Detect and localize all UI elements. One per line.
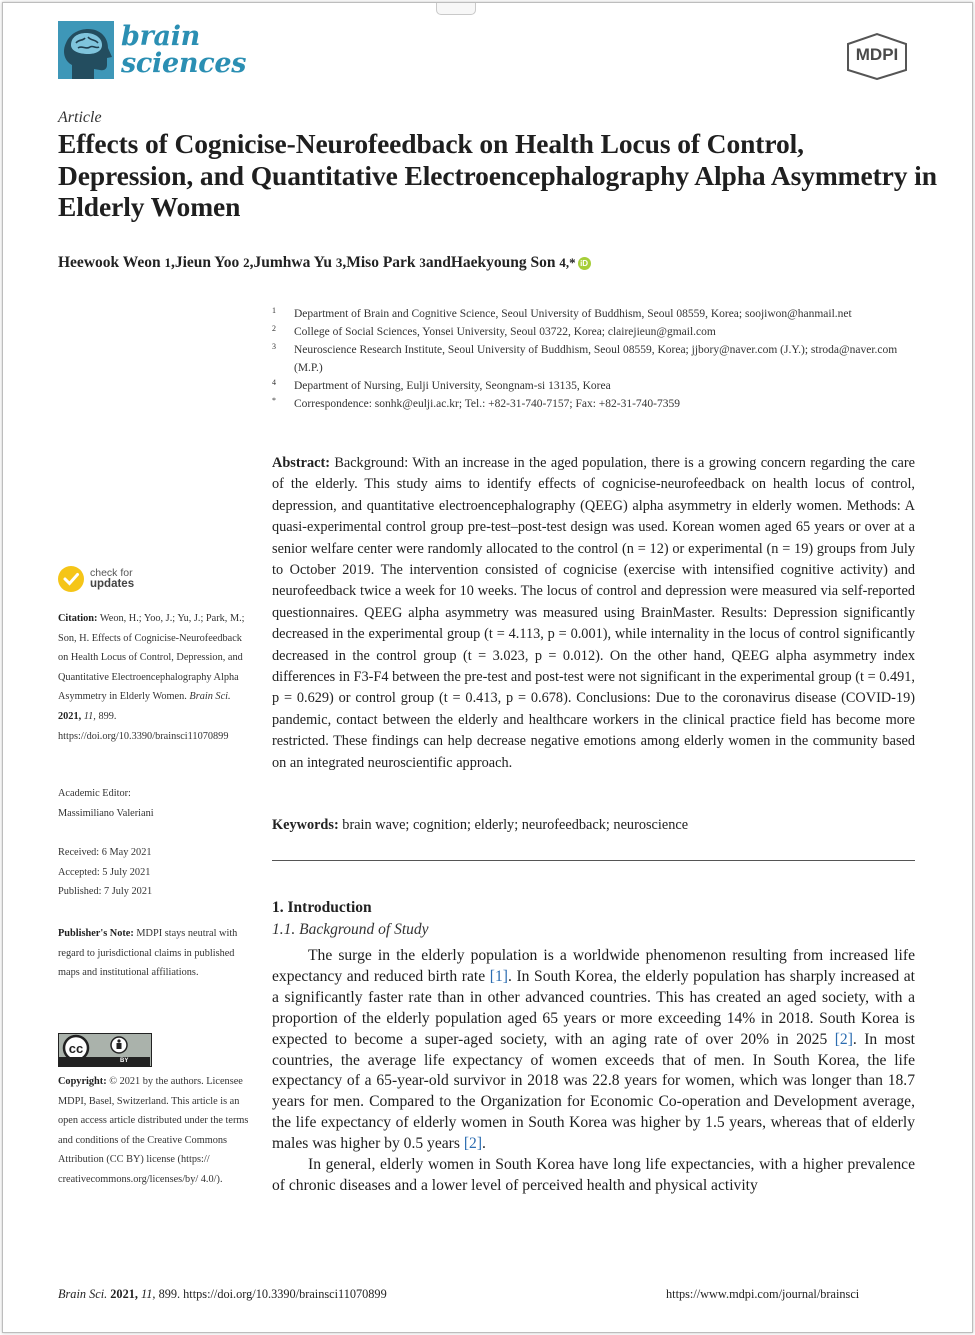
author-separator: , xyxy=(249,254,254,271)
copyright-text: © 2021 by the authors. Licensee MDPI, Basel, Switzerland. This article is an open access article distributed under the terms and conditions of the Creative Commons Attribution (CC BY) license (https:// creativecommons.org/licenses/by/ 4.0/). xyxy=(58,1076,249,1185)
paragraph-text: The surge in the elderly population is a worldwide phenomenon resulting from increased life expectancy and reduced birth rate xyxy=(272,947,915,985)
author-affil-sup: 2 xyxy=(243,255,250,270)
citation-block xyxy=(58,609,253,746)
affiliation-number: 3 xyxy=(272,342,276,351)
affiliation-item xyxy=(272,305,922,323)
affiliation-text: Department of Brain and Cognitive Science, Seoul University of Buddhism, Seoul 08559, Korea; soojiwon@hanmail.net xyxy=(294,308,852,320)
keywords-text: brain wave; cognition; elderly; neurofeedback; neuroscience xyxy=(342,817,689,833)
citation-link[interactable]: [2] xyxy=(834,1030,853,1048)
journal-name xyxy=(121,23,246,77)
window-notch xyxy=(436,3,476,15)
correspondence-text: Correspondence: sonhk@eulji.ac.kr; Tel.: +82-31-740-7157; Fax: +82-31-740-7359 xyxy=(294,398,681,410)
abstract-label: Abstract: xyxy=(272,455,330,471)
cc-badge-strip xyxy=(59,1057,150,1066)
author-separator: , xyxy=(170,254,175,271)
orcid-icon[interactable]: iD xyxy=(578,257,591,270)
author-affil-sup: 1 xyxy=(164,255,171,270)
keywords xyxy=(272,815,915,836)
affiliation-text: Neuroscience Research Institute, Seoul University of Buddhism, Seoul 08559, Korea; jjbory@naver.com (J.Y.); stroda@naver.com (M.P.) xyxy=(294,344,898,374)
academic-editor-name: Massimiliano Valeriani xyxy=(58,807,154,819)
citation-volume: 11, xyxy=(83,710,96,722)
cc-by-license-badge[interactable] xyxy=(58,1033,152,1067)
paragraph: In general, elderly women in South Korea have long life expectancies, with a higher prevalence of chronic diseases and a lower level of perceived health and physical activity xyxy=(272,1156,915,1194)
cc-by-text: BY xyxy=(120,1058,129,1064)
author-name: Miso Park xyxy=(346,254,416,271)
author-name: Haekyoung Son xyxy=(450,254,556,271)
accepted-date: Accepted: 5 July 2021 xyxy=(58,866,151,878)
dates-block xyxy=(58,843,253,902)
subsection-heading: 1.1. Background of Study xyxy=(272,921,429,938)
footer-doi[interactable]: 899. https://doi.org/10.3390/brainsci11070899 xyxy=(158,1287,387,1301)
academic-editor-block xyxy=(58,784,253,823)
check-for-updates-label xyxy=(90,568,134,590)
copyright-label: Copyright: xyxy=(58,1076,107,1087)
academic-editor-label: Academic Editor: xyxy=(58,788,131,799)
abstract-text: Background: With an increase in the aged population, there is a growing concern regarding the care of the elderly. This study aims to identify effects of cognicise-neurofeedback on health locus of control, depression, and quantitative electroencephalography (QEEG) alpha asymmetry in elderly women. Methods: A quasi-experimental control group pre-test–post-test design was used. Korean women aged 65 years or over at a senior welfare center were randomly allocated to the control (n = 12) or experimental (n = 19) groups from July to October 2019. The intervention consisted of cognicise (exercise with intensified cognitive activity) and neurofeedback twice a week for 10 weeks. The locus of control and depression were measured via self-reported questionnaires. QEEG alpha asymmetry was measured using BrainMaster. Results: Depression significantly decreased in the experimental group (t = 4.113, p = 0.001), while internality in the locus of control significantly decreased in the control group (t = 3.023, p = 0.012). On the other hand, QEEG alpha asymmetry index differences in F3-F4 between the pre-test and post-test were not significant in the experimental group (t = 0.491, p = 0.629) or control group (t = 0.413, p = 0.678). Conclusions: Due to the coronavirus disease (COVID-19) pandemic, contact between the elderly and healthcare workers in the clinical practice field has become more restricted. These findings can help decrease negative emotions among elderly women in the community based on an integrated neuroscientific approach. xyxy=(272,455,915,771)
affiliation-text: Department of Nursing, Eulji University, Seongnam-si 13135, Korea xyxy=(294,380,611,392)
body-text xyxy=(272,946,915,1197)
copyright-block xyxy=(58,1072,253,1190)
footer-journal-url[interactable]: https://www.mdpi.com/journal/brainsci xyxy=(666,1287,860,1301)
citation-journal: Brain Sci. xyxy=(189,691,231,703)
check-line2: updates xyxy=(90,578,135,590)
brain-head-icon xyxy=(58,21,114,79)
paragraph xyxy=(272,946,915,1155)
footer-citation xyxy=(58,1287,387,1302)
affiliation-number: * xyxy=(272,396,276,405)
citation-text: Weon, H.; Yoo, J.; Yu, J.; Park, M.; Son, H. Effects of Cognicise-Neurofeedback on Health Locus of Control, Depression, and Quantitative Electroencephalography Alpha Asymmetry in Elderly Women. xyxy=(58,613,245,703)
affiliation-number: 2 xyxy=(272,324,276,333)
publisher-note-label: Publisher's Note: xyxy=(58,928,134,939)
affiliation-item xyxy=(272,341,922,377)
citation-label: Citation: xyxy=(58,613,98,624)
footer-year: 2021, xyxy=(110,1287,138,1301)
affiliation-number: 4 xyxy=(272,378,276,387)
paragraph-text: . In most countries, the average life expectancy of women exceeds that of men. In South Korea, the life expectancy of a 65-year-old survivor in 2018 was 22.8 years for women, which was longer than 18.7 years for men. Compared to the Organization for Economic Co-operation and Development average, the life expectancy of elderly women in South Korea was higher by 1.5 years, whereas that of elderly males was higher by 0.5 years xyxy=(272,1030,915,1153)
check-line1: check for xyxy=(90,567,133,579)
article-title: Effects of Cognicise-Neurofeedback on Health Locus of Control, Depression, and Quantitative Electroencephalography Alpha Asymmetry in Elderly Women xyxy=(58,128,937,222)
correspondence-item xyxy=(272,395,922,413)
footer-journal: Brain Sci. xyxy=(58,1287,108,1301)
received-date: Received: 6 May 2021 xyxy=(58,847,152,858)
publisher-note-text: MDPI stays neutral with regard to jurisdictional claims in published maps and institutional affiliations. xyxy=(58,928,238,979)
affiliation-list xyxy=(272,305,922,413)
author-affil-sup: 4,* xyxy=(559,255,576,270)
abstract xyxy=(272,453,915,774)
author-affil-sup: 3 xyxy=(419,255,426,270)
author-name: Jumhwa Yu xyxy=(253,254,333,271)
affiliation-number: 1 xyxy=(272,306,276,315)
author-affil-sup: 3 xyxy=(335,255,343,270)
citation-link[interactable]: [2] xyxy=(463,1135,483,1153)
check-for-updates-button[interactable] xyxy=(58,566,134,592)
journal-name-line2: sciences xyxy=(121,48,247,79)
publisher-note xyxy=(58,924,253,983)
check-mark-icon xyxy=(58,566,84,592)
citation-year: 2021, xyxy=(58,710,82,722)
svg-text:cc: cc xyxy=(68,1041,84,1056)
section-heading: 1. Introduction xyxy=(272,899,372,916)
footer-volume: 11, xyxy=(141,1287,156,1301)
author-name: Jieun Yoo xyxy=(174,254,240,271)
article-type: Article xyxy=(58,109,102,126)
author-and: and xyxy=(425,254,451,271)
section-divider xyxy=(272,860,915,861)
author-separator: , xyxy=(342,254,347,271)
affiliation-text: College of Social Sciences, Yonsei University, Seoul 03722, Korea; clairejieun@gmail.com xyxy=(294,326,716,338)
mdpi-logo[interactable] xyxy=(838,32,916,80)
citation-link[interactable]: [1] xyxy=(489,967,508,985)
keywords-label: Keywords: xyxy=(272,817,339,833)
published-date: Published: 7 July 2021 xyxy=(58,886,153,898)
citation-doi[interactable]: 899. https://doi.org/10.3390/brainsci11070899 xyxy=(58,710,229,742)
journal-name-line1: brain xyxy=(121,21,200,52)
paragraph-text: . xyxy=(482,1135,486,1153)
affiliation-item xyxy=(272,377,922,395)
paragraph-text: . In South Korea, the elderly population has sharply increased at a significantly faster rate than in other advanced countries. This has created an aged society, with a proportion of the elderly population aged 65 years or more exceeding 14% in 2018. South Korea is expected to become a super-aged society, with an aging rate of over 20% in 2025 xyxy=(272,967,915,1048)
publisher-name: MDPI xyxy=(855,45,899,64)
author-list xyxy=(58,254,591,272)
journal-logo[interactable] xyxy=(58,18,246,82)
affiliation-item xyxy=(272,323,922,341)
author-name: Heewook Weon xyxy=(58,254,161,271)
